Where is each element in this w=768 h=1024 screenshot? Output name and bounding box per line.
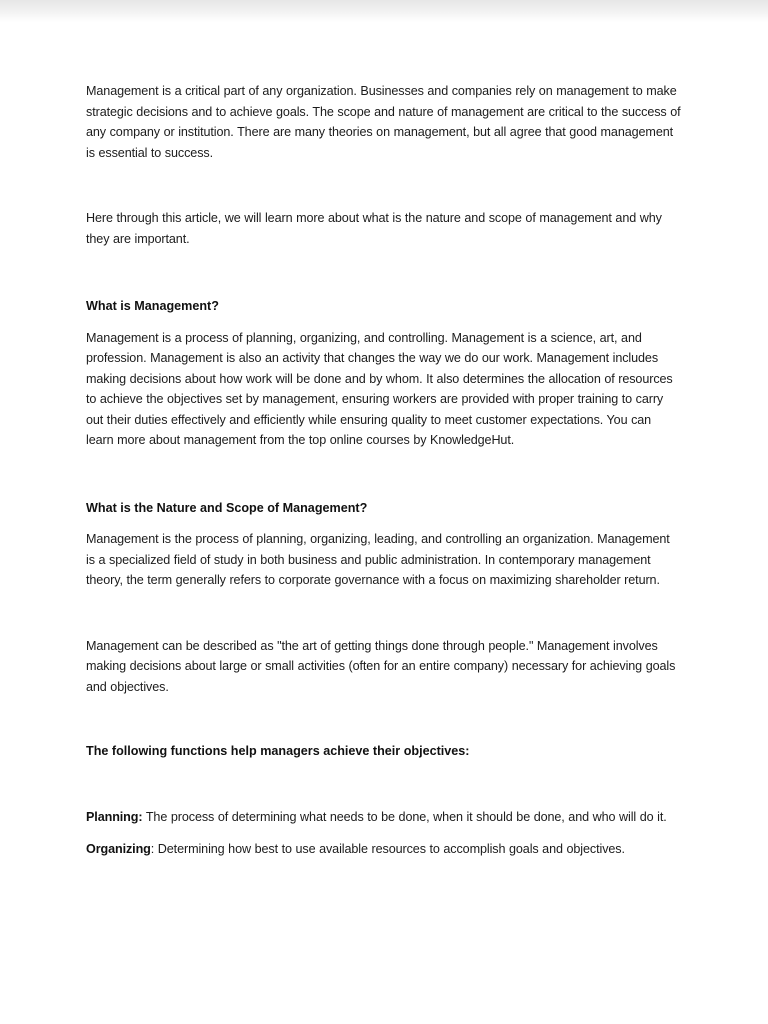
heading-functions: The following functions help managers achieve their objectives: — [86, 744, 470, 758]
art-of-getting-things-done-paragraph: Management can be described as "the art of getting things done through people." Management involves making decisions about large or small activities (often for an entire company) necessary for achieving goals and objectives. — [86, 638, 676, 694]
management-definition-paragraph: Management is a process of planning, organizing, and controlling. Management is a science, art, and profession. Management is also an activity that changes the way we do our work. Management includes making decisions about how work will be done and by whom. It also determines the allocation of resources to achieve the objectives set by management, ensuring workers are provided with proper training to carry out their duties effectively and efficiently while ensuring quality to meet customer expectations. You can learn more about management from the top online courses by KnowledgeHut. — [86, 330, 673, 447]
document-page — [86, 81, 682, 860]
purpose-paragraph: Here through this article, we will learn more about what is the nature and scope of management and why they are important. — [86, 211, 662, 246]
function-text-planning: The process of determining what needs to be done, when it should be done, and who will do it. — [142, 809, 667, 824]
function-label-planning: Planning: — [86, 809, 143, 824]
top-shadow-bar — [0, 0, 768, 22]
heading-nature-and-scope: What is the Nature and Scope of Management? — [86, 500, 368, 515]
function-item-organizing — [86, 839, 682, 860]
function-item-planning — [86, 807, 682, 828]
function-label-organizing: Organizing — [86, 842, 151, 856]
heading-what-is-management: What is Management? — [86, 299, 219, 313]
nature-scope-paragraph: Management is the process of planning, organizing, leading, and controlling an organization. Management is a specialized field of study in both business and public administration. In contemporary management theory, the term generally refers to corporate governance with a focus on maximizing shareholder return. — [86, 532, 670, 587]
intro-paragraph: Management is a critical part of any organization. Businesses and companies rely on management to make strategic decisions and to achieve goals. The scope and nature of management are critical to the success of any company or institution. There are many theories on management, but all agree that good management is essential to success. — [86, 84, 681, 160]
function-text-organizing: : Determining how best to use available resources to accomplish goals and objectives. — [150, 842, 625, 856]
